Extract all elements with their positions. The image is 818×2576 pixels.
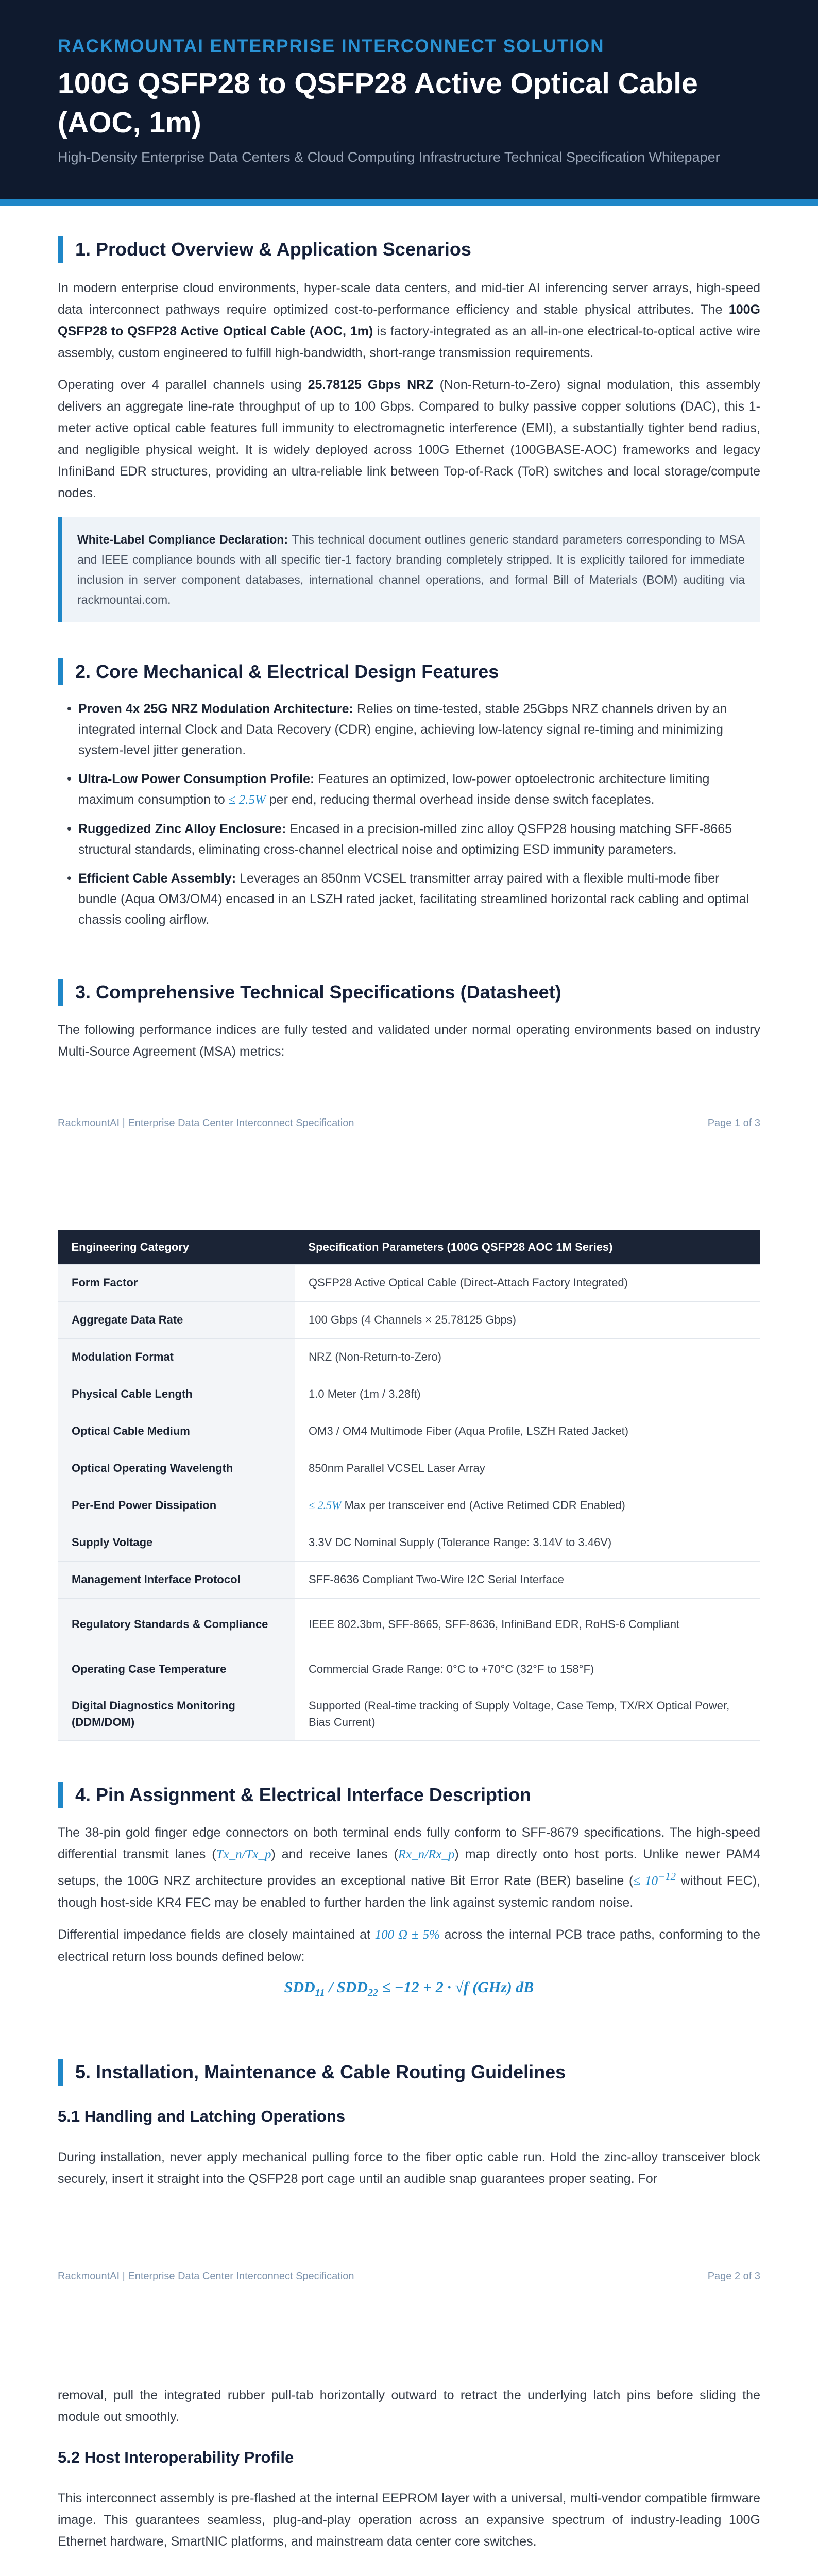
section-4 (58, 1782, 760, 1999)
spec-table (58, 1230, 760, 1741)
section-4-heading: 4. Pin Assignment & Electrical Interface Description (58, 1782, 760, 1808)
section-1-paragraph-2: Operating over 4 parallel channels using 25.78125 Gbps NRZ (Non-Return-to-Zero) signal modulation, this assembly delivers an aggregate line-rate throughput of up to 100 Gbps. Compared to bulky passive copper solutions (DAC), this 1-meter active optical cable features full immunity to electromagnetic interference (EMI), a substantially tighter bend radius, and negligible physical weight. It is widely deployed across 100G Ethernet (100GBASE-AOC) frameworks and legacy InfiniBand EDR structures, providing an ultra-reliable link between Top-of-Rack (ToR) switches and local storage/compute nodes. (58, 378, 760, 500)
section-1 (58, 236, 760, 622)
section-2-heading: 2. Core Mechanical & Electrical Design Features (58, 658, 760, 685)
section-3 (58, 979, 760, 1062)
section-5-heading: 5. Installation, Maintenance & Cable Routing Guidelines (58, 2059, 760, 2086)
feature-list (58, 699, 760, 930)
list-item: • Efficient Cable Assembly: Leverages an 850nm VCSEL transmitter array paired with a flexible multi-mode fiber bundle (Aqua OM3/OM4) encased in an LSZH rated jacket, facilitating streamlined horizontal rack cabling and optimal chassis cooling airflow. (58, 868, 760, 930)
section-3-intro: The following performance indices are fully tested and validated under normal operating environments based on industry Multi-Source Agreement (MSA) metrics: (58, 1023, 760, 1059)
table-row: Per-End Power Dissipation ≤ 2.5W Max per transceiver end (Active Retimed CDR Enabled) (58, 1487, 760, 1524)
table-row: Digital Diagnostics Monitoring (DDM/DOM) Supported (Real-time tracking of Supply Voltage, Case Temp, TX/RX Optical Power, Bias Current) (58, 1688, 760, 1740)
page-title: 100G QSFP28 to QSFP28 Active Optical Cable (AOC, 1m) (58, 67, 698, 139)
section-1-heading: 1. Product Overview & Application Scenarios (58, 236, 760, 263)
section-3-heading: 3. Comprehensive Technical Specifications (Datasheet) (58, 979, 760, 1006)
section-5-paragraph-1a: During installation, never apply mechanical pulling force to the fiber optic cable run. Hold the zinc-alloy transceiver block securely, insert it straight into the QSFP28 port cage until an audible snap guarantees proper seating. For (58, 2150, 760, 2186)
table-row: Form Factor QSFP28 Active Optical Cable (Direct-Attach Factory Integrated) (58, 1264, 760, 1301)
table-header-parameters: Specification Parameters (100G QSFP28 AOC 1M Series) (295, 1230, 760, 1264)
return-loss-formula: $SDD_{11} / SDD_{22} \le -12 + 2 \cdot √f$ (GHz) dB (284, 1979, 534, 1999)
document-header (0, 0, 818, 206)
page-number: Page 1 of 3 (707, 1117, 760, 1129)
page-subtitle: High-Density Enterprise Data Centers & Cloud Computing Infrastructure Technical Specification Whitepaper (58, 149, 720, 165)
table-row: Supply Voltage 3.3V DC Nominal Supply (Tolerance Range: 3.14V to 3.46V) (58, 1524, 760, 1561)
list-item: • Ruggedized Zinc Alloy Enclosure: Encased in a precision-milled zinc alloy QSFP28 housing matching SFF-8665 structural standards, eliminating cross-channel electrical noise and optimizing ESD immunity parameters. (58, 819, 760, 860)
page-footer (58, 1107, 760, 1127)
copyright-notice (58, 2570, 760, 2576)
subsection-5-2-heading: 5.2 Host Interoperability Profile (58, 2448, 294, 2466)
section-5-continued (58, 2384, 760, 2576)
section-4-paragraph-1: The 38-pin gold finger edge connectors on both terminal ends fully conform to SFF-8679 specifications. The high-speed differential transmit lanes (Tx_n/Tx_p) and receive lanes (Rx_n/Rx_p) map directly onto host ports. Unlike newer PAM4 setups, the 100G NRZ architecture provides an exceptional native Bit Error Rate (BER) baseline (≤ $10^{-12}$ without FEC), though host-side KR4 FEC may be enabled to further harden the link against systemic random noise. (58, 1825, 760, 1910)
table-row: Physical Cable Length 1.0 Meter (1m / 3.28ft) (58, 1376, 760, 1413)
section-5-paragraph-2: This interconnect assembly is pre-flashed at the internal EEPROM layer with a universal, multi-vendor compatible firmware image. This guarantees seamless, plug-and-play operation across an expansive spectrum of industry-leading 100G Ethernet hardware, SmartNIC platforms, and mainstream data center core switches. (58, 2491, 760, 2549)
list-item: • Proven 4x 25G NRZ Modulation Architecture: Relies on time-tested, stable 25Gbps NRZ channels driven by an integrated internal Clock and Data Recovery (CDR) engine, achieving low-latency signal re-timing and minimizing system-level jitter generation. (58, 699, 760, 760)
table-row: Aggregate Data Rate 100 Gbps (4 Channels × 25.78125 Gbps) (58, 1301, 760, 1338)
table-row: Optical Cable Medium OM3 / OM4 Multimode Fiber (Aqua Profile, LSZH Rated Jacket) (58, 1413, 760, 1450)
page-footer (58, 2260, 760, 2280)
subsection-5-1-heading: 5.1 Handling and Latching Operations (58, 2107, 346, 2125)
page-number: Page 2 of 3 (707, 2270, 760, 2282)
section-1-paragraph-1: In modern enterprise cloud environments, hyper-scale data centers, and mid-tier AI inferencing server arrays, high-speed data interconnect pathways require optimized cost-to-performance efficiency and stable physical attributes. The 100G QSFP28 to QSFP28 Active Optical Cable (AOC, 1m) is factory-integrated as an all-in-one electrical-to-optical active wire assembly, custom engineered to fulfill high-bandwidth, short-range transmission requirements. (58, 281, 760, 360)
table-header-category: Engineering Category (58, 1230, 295, 1264)
list-item: • Ultra-Low Power Consumption Profile: Features an optimized, low-power optoelectronic architecture limiting maximum consumption to ≤ 2.5W per end, reducing thermal overhead inside dense switch faceplates. (58, 769, 760, 810)
table-row: Regulatory Standards & Compliance IEEE 802.3bm, SFF-8665, SFF-8636, InfiniBand EDR, RoHS-6 Compliant (58, 1598, 760, 1651)
table-header-row (58, 1230, 760, 1264)
table-row: Optical Operating Wavelength 850nm Parallel VCSEL Laser Array (58, 1450, 760, 1487)
footer-label: RackmountAI | Enterprise Data Center Interconnect Specification (58, 2270, 354, 2282)
section-4-paragraph-2: Differential impedance fields are closely maintained at 100 Ω ± 5% across the internal PCB trace paths, conforming to the electrical return loss bounds defined below: (58, 1927, 760, 1964)
section-2 (58, 658, 760, 938)
table-row: Modulation Format NRZ (Non-Return-to-Zero) (58, 1338, 760, 1376)
section-5-paragraph-1b: removal, pull the integrated rubber pull-tab horizontally outward to retract the underlying latch pins before sliding the module out smoothly. (58, 2388, 760, 2424)
table-row: Operating Case Temperature Commercial Grade Range: 0°C to +70°C (32°F to 158°F) (58, 1651, 760, 1688)
section-5 (58, 2059, 760, 2190)
footer-label: RackmountAI | Enterprise Data Center Interconnect Specification (58, 1117, 354, 1129)
brand-label: RACKMOUNTAI ENTERPRISE INTERCONNECT SOLUTION (58, 36, 605, 56)
table-row: Management Interface Protocol SFF-8636 Compliant Two-Wire I2C Serial Interface (58, 1561, 760, 1598)
compliance-callout: White-Label Compliance Declaration: This technical document outlines generic standard parameters corresponding to MSA and IEEE compliance bounds with all specific tier-1 factory branding completely stripped. It is explicitly tailored for immediate inclusion in server component databases, international channel operations, and formal Bill of Materials (BOM) auditing via rackmountai.com. (58, 517, 760, 622)
